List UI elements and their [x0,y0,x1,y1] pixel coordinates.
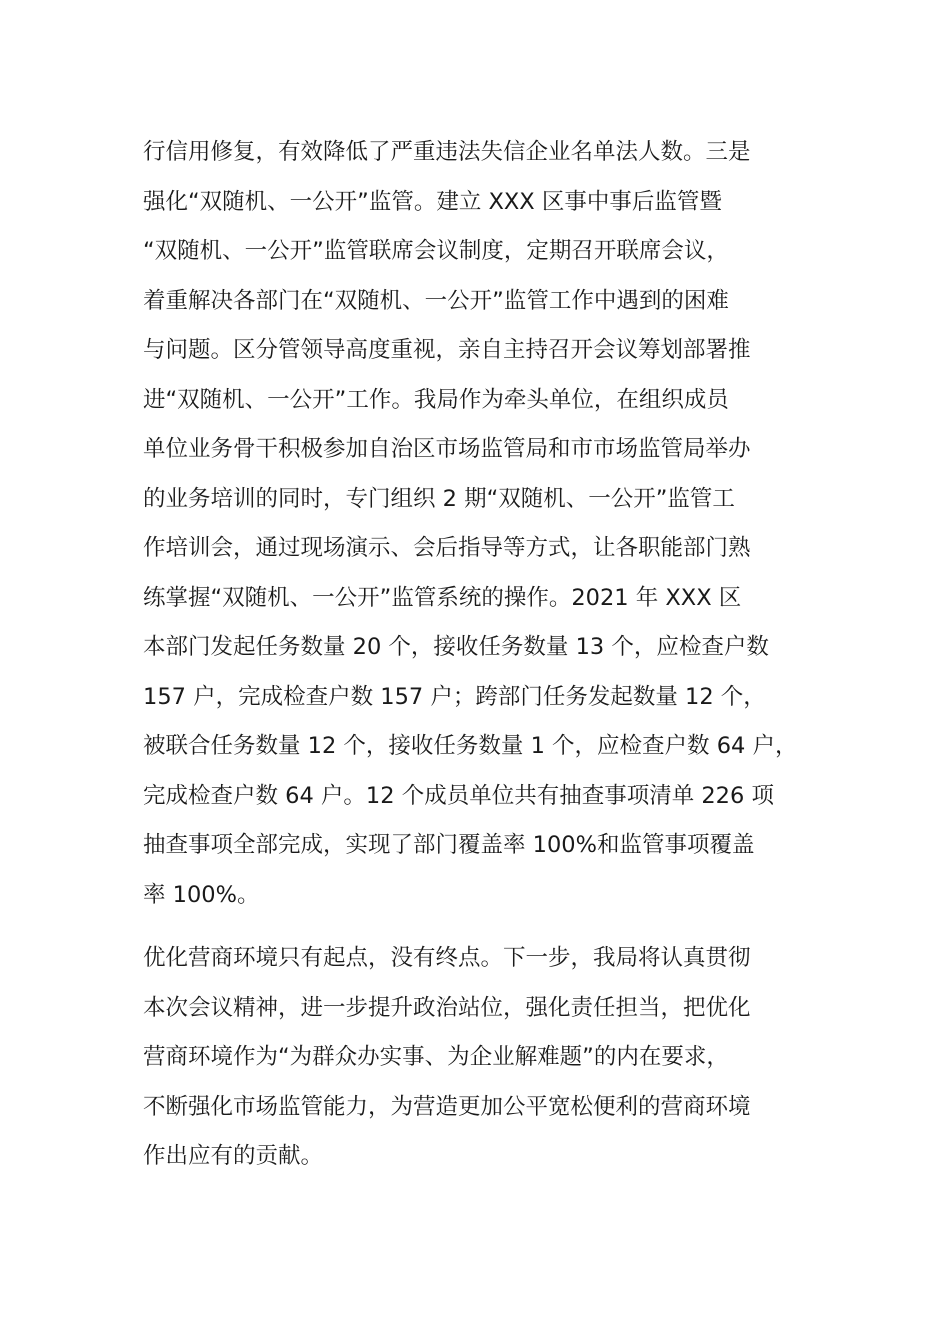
paragraph-line: 与问题。区分管领导高度重视，亲自主持召开会议筹划部署推 [143,337,751,363]
paragraph-line: 157 户，完成检查户数 157 户；跨部门任务发起数量 12 个， [143,683,766,710]
paragraph-line: 营商环境作为“为群众办实事、为企业解难题”的内在要求， [143,1044,729,1070]
paragraph-line: 作培训会，通过现场演示、会后指导等方式，让各职能部门熟 [143,535,751,561]
paragraph-line: 不断强化市场监管能力，为营造更加公平宽松便利的营商环境 [143,1093,751,1120]
paragraph-line: 作出应有的贡献。 [143,1143,324,1169]
paragraph-1 [143,134,833,926]
paragraph-line: 率 100%。 [143,881,260,908]
paragraph-line: 完成检查户数 64 户。12 个成员单位共有抽查事项清单 226 项 [143,782,774,809]
paragraph-line: 进“双随机、一公开”工作。我局作为牵头单位，在组织成员 [143,386,729,413]
paragraph-line: “双随机、一公开”监管联席会议制度，定期召开联席会议， [143,238,729,264]
paragraph-2 [143,940,833,1188]
paragraph-line: 着重解决各部门在“双随机、一公开”监管工作中遇到的困难 [143,287,729,314]
paragraph-line: 的业务培训的同时，专门组织 2 期“双随机、一公开”监管工 [143,485,735,512]
paragraph-line: 本部门发起任务数量 20 个，接收任务数量 13 个，应检查户数 [143,634,769,660]
paragraph-line: 练掌握“双随机、一公开”监管系统的操作。2021 年 XXX 区 [143,584,742,611]
paragraph-line: 被联合任务数量 12 个，接收任务数量 1 个，应检查户数 64 户， [143,733,798,759]
paragraph-line: 行信用修复，有效降低了严重违法失信企业名单法人数。三是 [143,139,751,165]
paragraph-line: 本次会议精神，进一步提升政治站位，强化责任担当，把优化 [143,994,751,1021]
paragraph-line: 优化营商环境只有起点，没有终点。下一步，我局将认真贯彻 [143,945,751,971]
paragraph-line: 抽查事项全部完成，实现了部门覆盖率 100%和监管事项覆盖 [143,832,755,858]
paragraph-line: 单位业务骨干积极参加自治区市场监管局和市市场监管局举办 [143,436,751,462]
paragraph-line: 强化“双随机、一公开”监管。建立 XXX 区事中事后监管暨 [143,188,722,215]
